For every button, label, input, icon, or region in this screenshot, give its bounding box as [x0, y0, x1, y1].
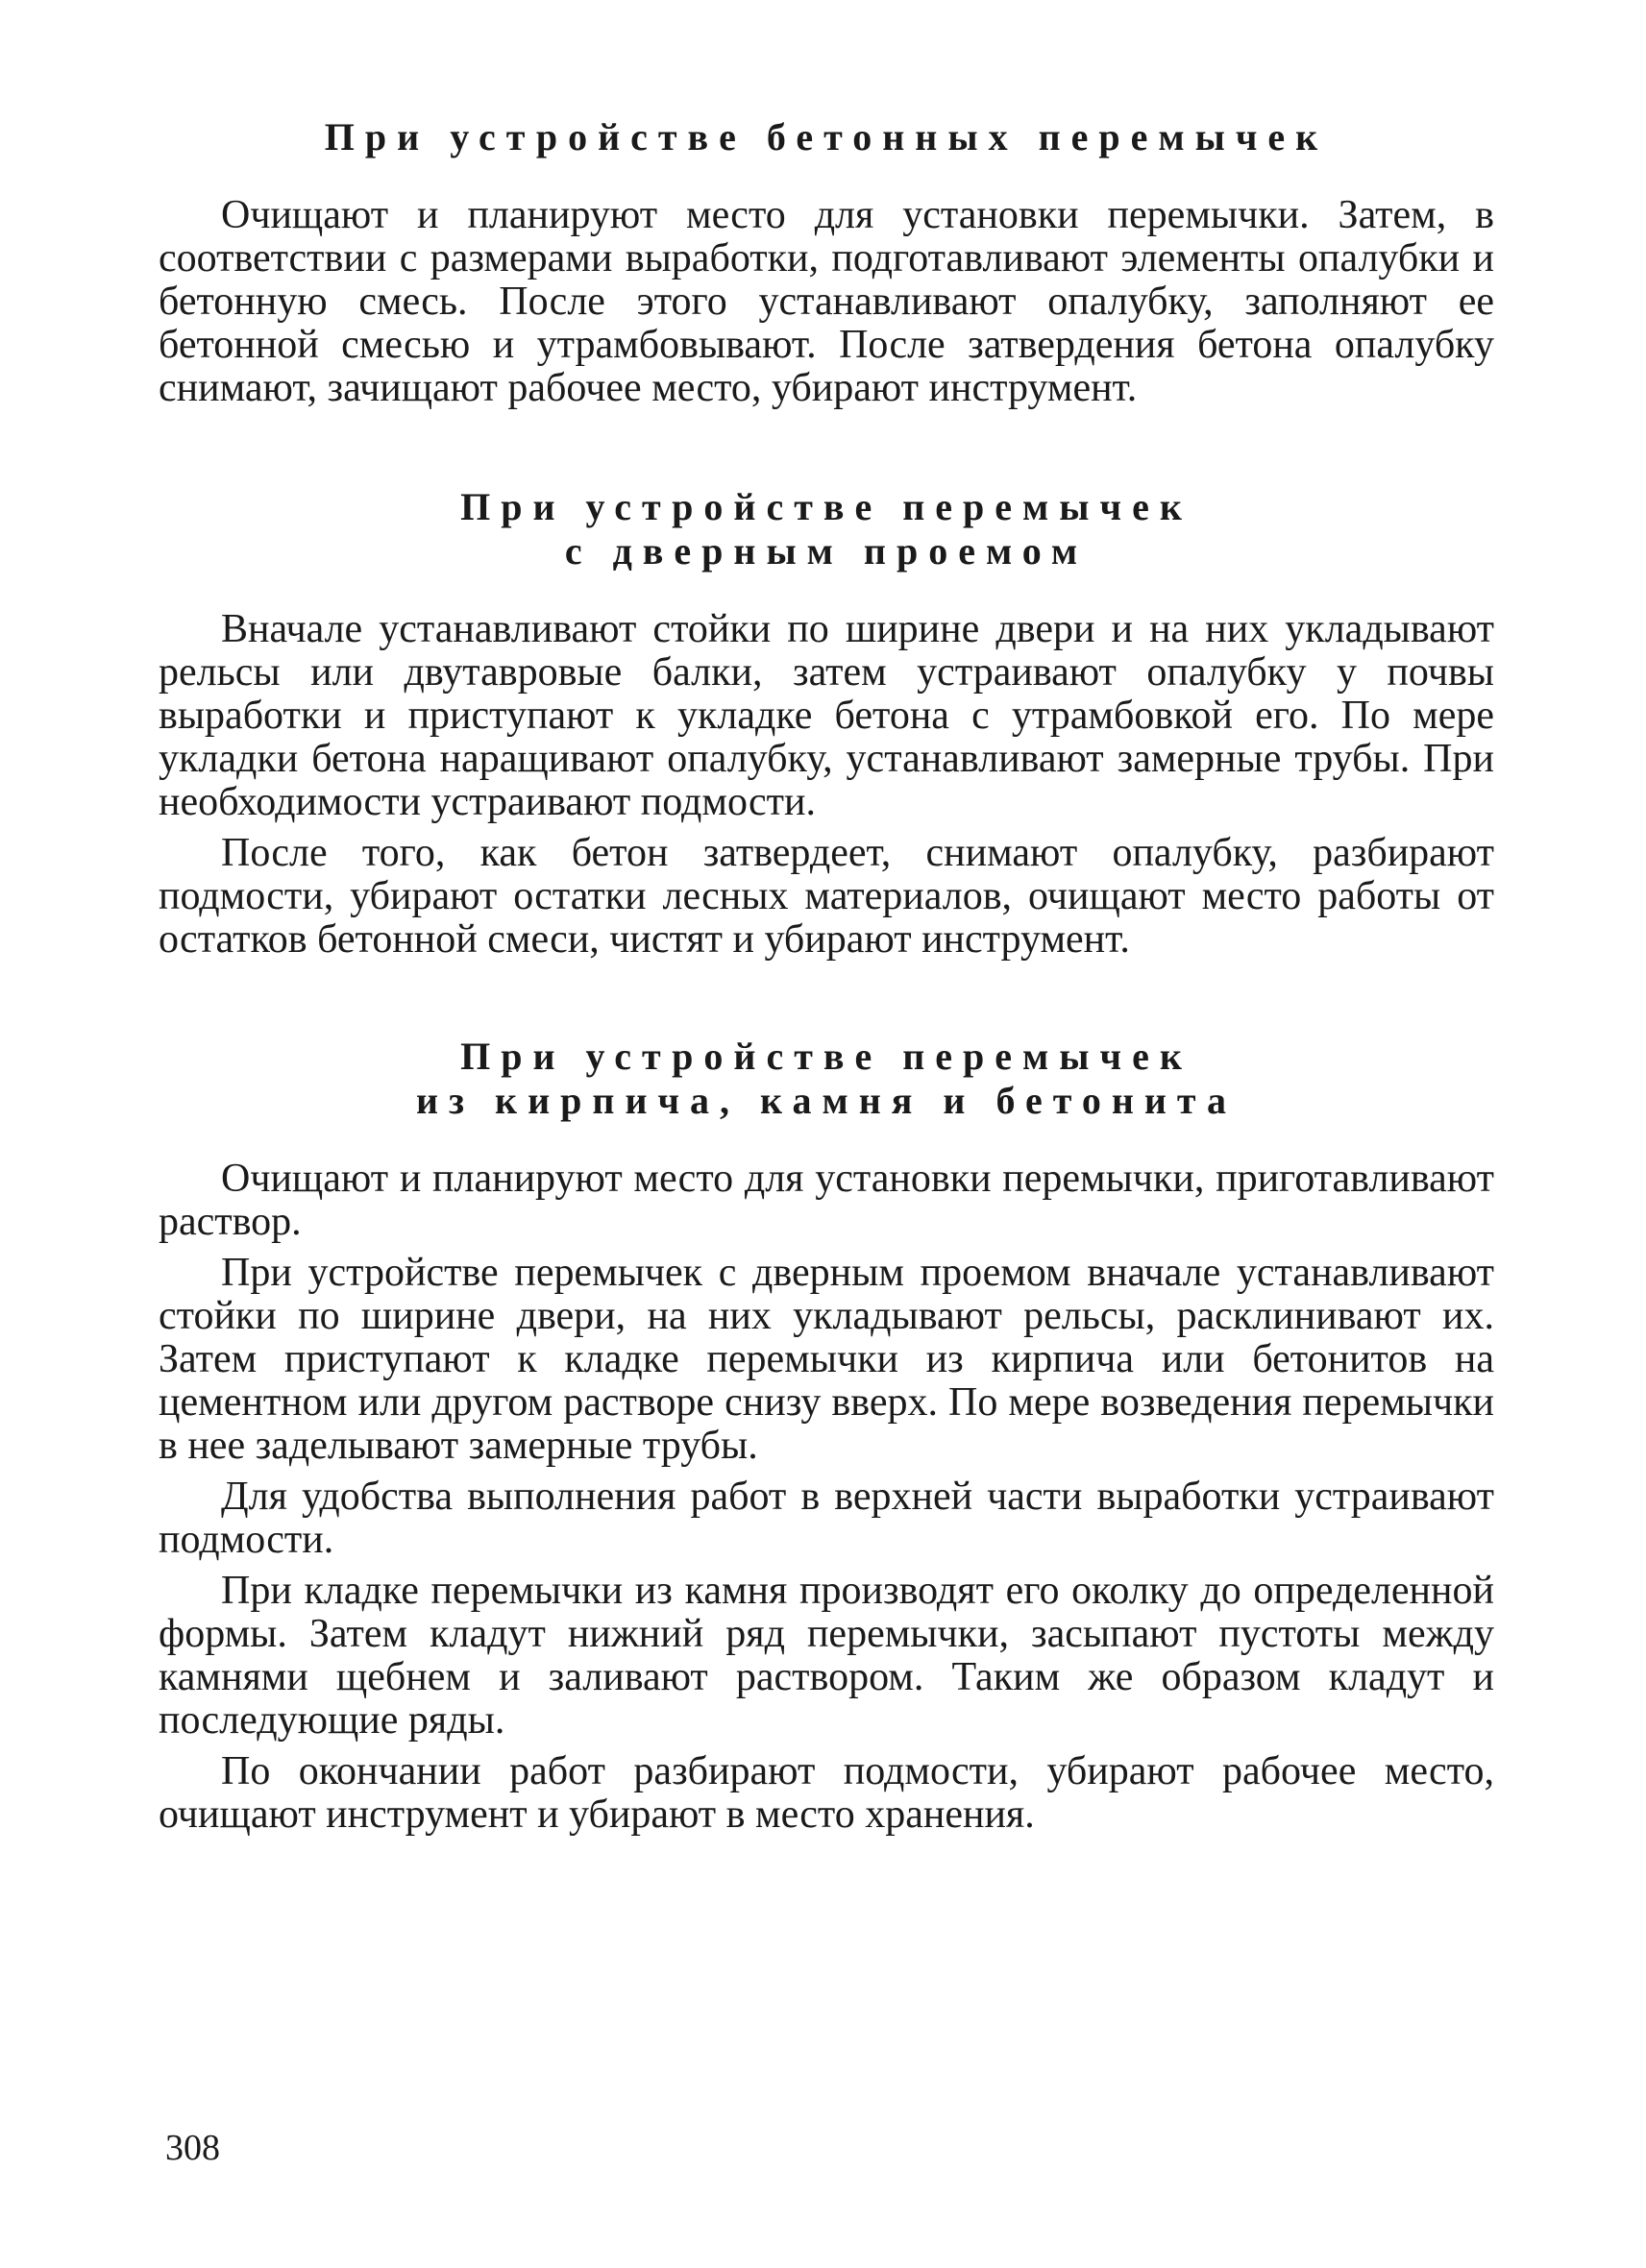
- paragraph: При устройстве перемычек с дверным проемом вначале устанавливают стойки по ширине двери, на них укладывают рельсы, расклинивают их. Затем приступают к кладке перемычки из кирпича или бетонитов на цементном или другом растворе снизу вверх. По мере возведения перемычки в нее заделывают замерные трубы.: [159, 1251, 1494, 1468]
- section-heading: [159, 485, 1494, 573]
- paragraph: Вначале устанавливают стойки по ширине двери и на них укладывают рельсы или двутавровые балки, затем устраивают опалубку у почвы выработки и приступают к укладке бетона с утрамбовкой его. По мере укладки бетона наращивают опалубку, устанавливают замерные трубы. При необходимости устраивают подмости.: [159, 607, 1494, 824]
- paragraph: После того, как бетон затвердеет, снимают опалубку, разбирают подмости, убирают остатки лесных материалов, очищают место работы от остатков бетонной смеси, чистят и убирают инструмент.: [159, 831, 1494, 962]
- section-concrete-bulkheads: [159, 115, 1494, 410]
- section-heading: [159, 115, 1494, 159]
- page-number: 308: [165, 2128, 220, 2168]
- heading-line: с дверным проемом: [564, 529, 1089, 573]
- document-page: [159, 115, 1494, 1837]
- heading-line: При устройстве бетонных перемычек: [324, 115, 1329, 159]
- paragraph: Очищают и планируют место для установки перемычки. Затем, в соответствии с размерами выработки, подготавливают элементы опалубки и бетонную смесь. После этого устанавливают опалубку, заполняют ее бетонной смесью и утрамбовывают. После затвердения бетона опалубку снимают, зачищают рабочее место, убирают инструмент.: [159, 193, 1494, 410]
- paragraph: При кладке перемычки из камня производят его околку до определенной формы. Затем кладут нижний ряд перемычки, засыпают пустоты между камнями щебнем и заливают раствором. Таким же образом кладут и последующие ряды.: [159, 1569, 1494, 1743]
- section-heading: [159, 1035, 1494, 1123]
- heading-line: При устройстве перемычек: [460, 485, 1192, 528]
- paragraph: Очищают и планируют место для установки перемычки, приготавливают раствор.: [159, 1157, 1494, 1244]
- paragraph: По окончании работ разбирают подмости, убирают рабочее место, очищают инструмент и убирают в место хранения.: [159, 1749, 1494, 1837]
- section-bulkheads-with-door: [159, 485, 1494, 962]
- heading-line: из кирпича, камня и бетонита: [415, 1079, 1238, 1122]
- section-brick-stone-bulkheads: [159, 1035, 1494, 1837]
- paragraph: Для удобства выполнения работ в верхней части выработки устраивают подмости.: [159, 1475, 1494, 1562]
- heading-line: При устройстве перемычек: [460, 1035, 1192, 1078]
